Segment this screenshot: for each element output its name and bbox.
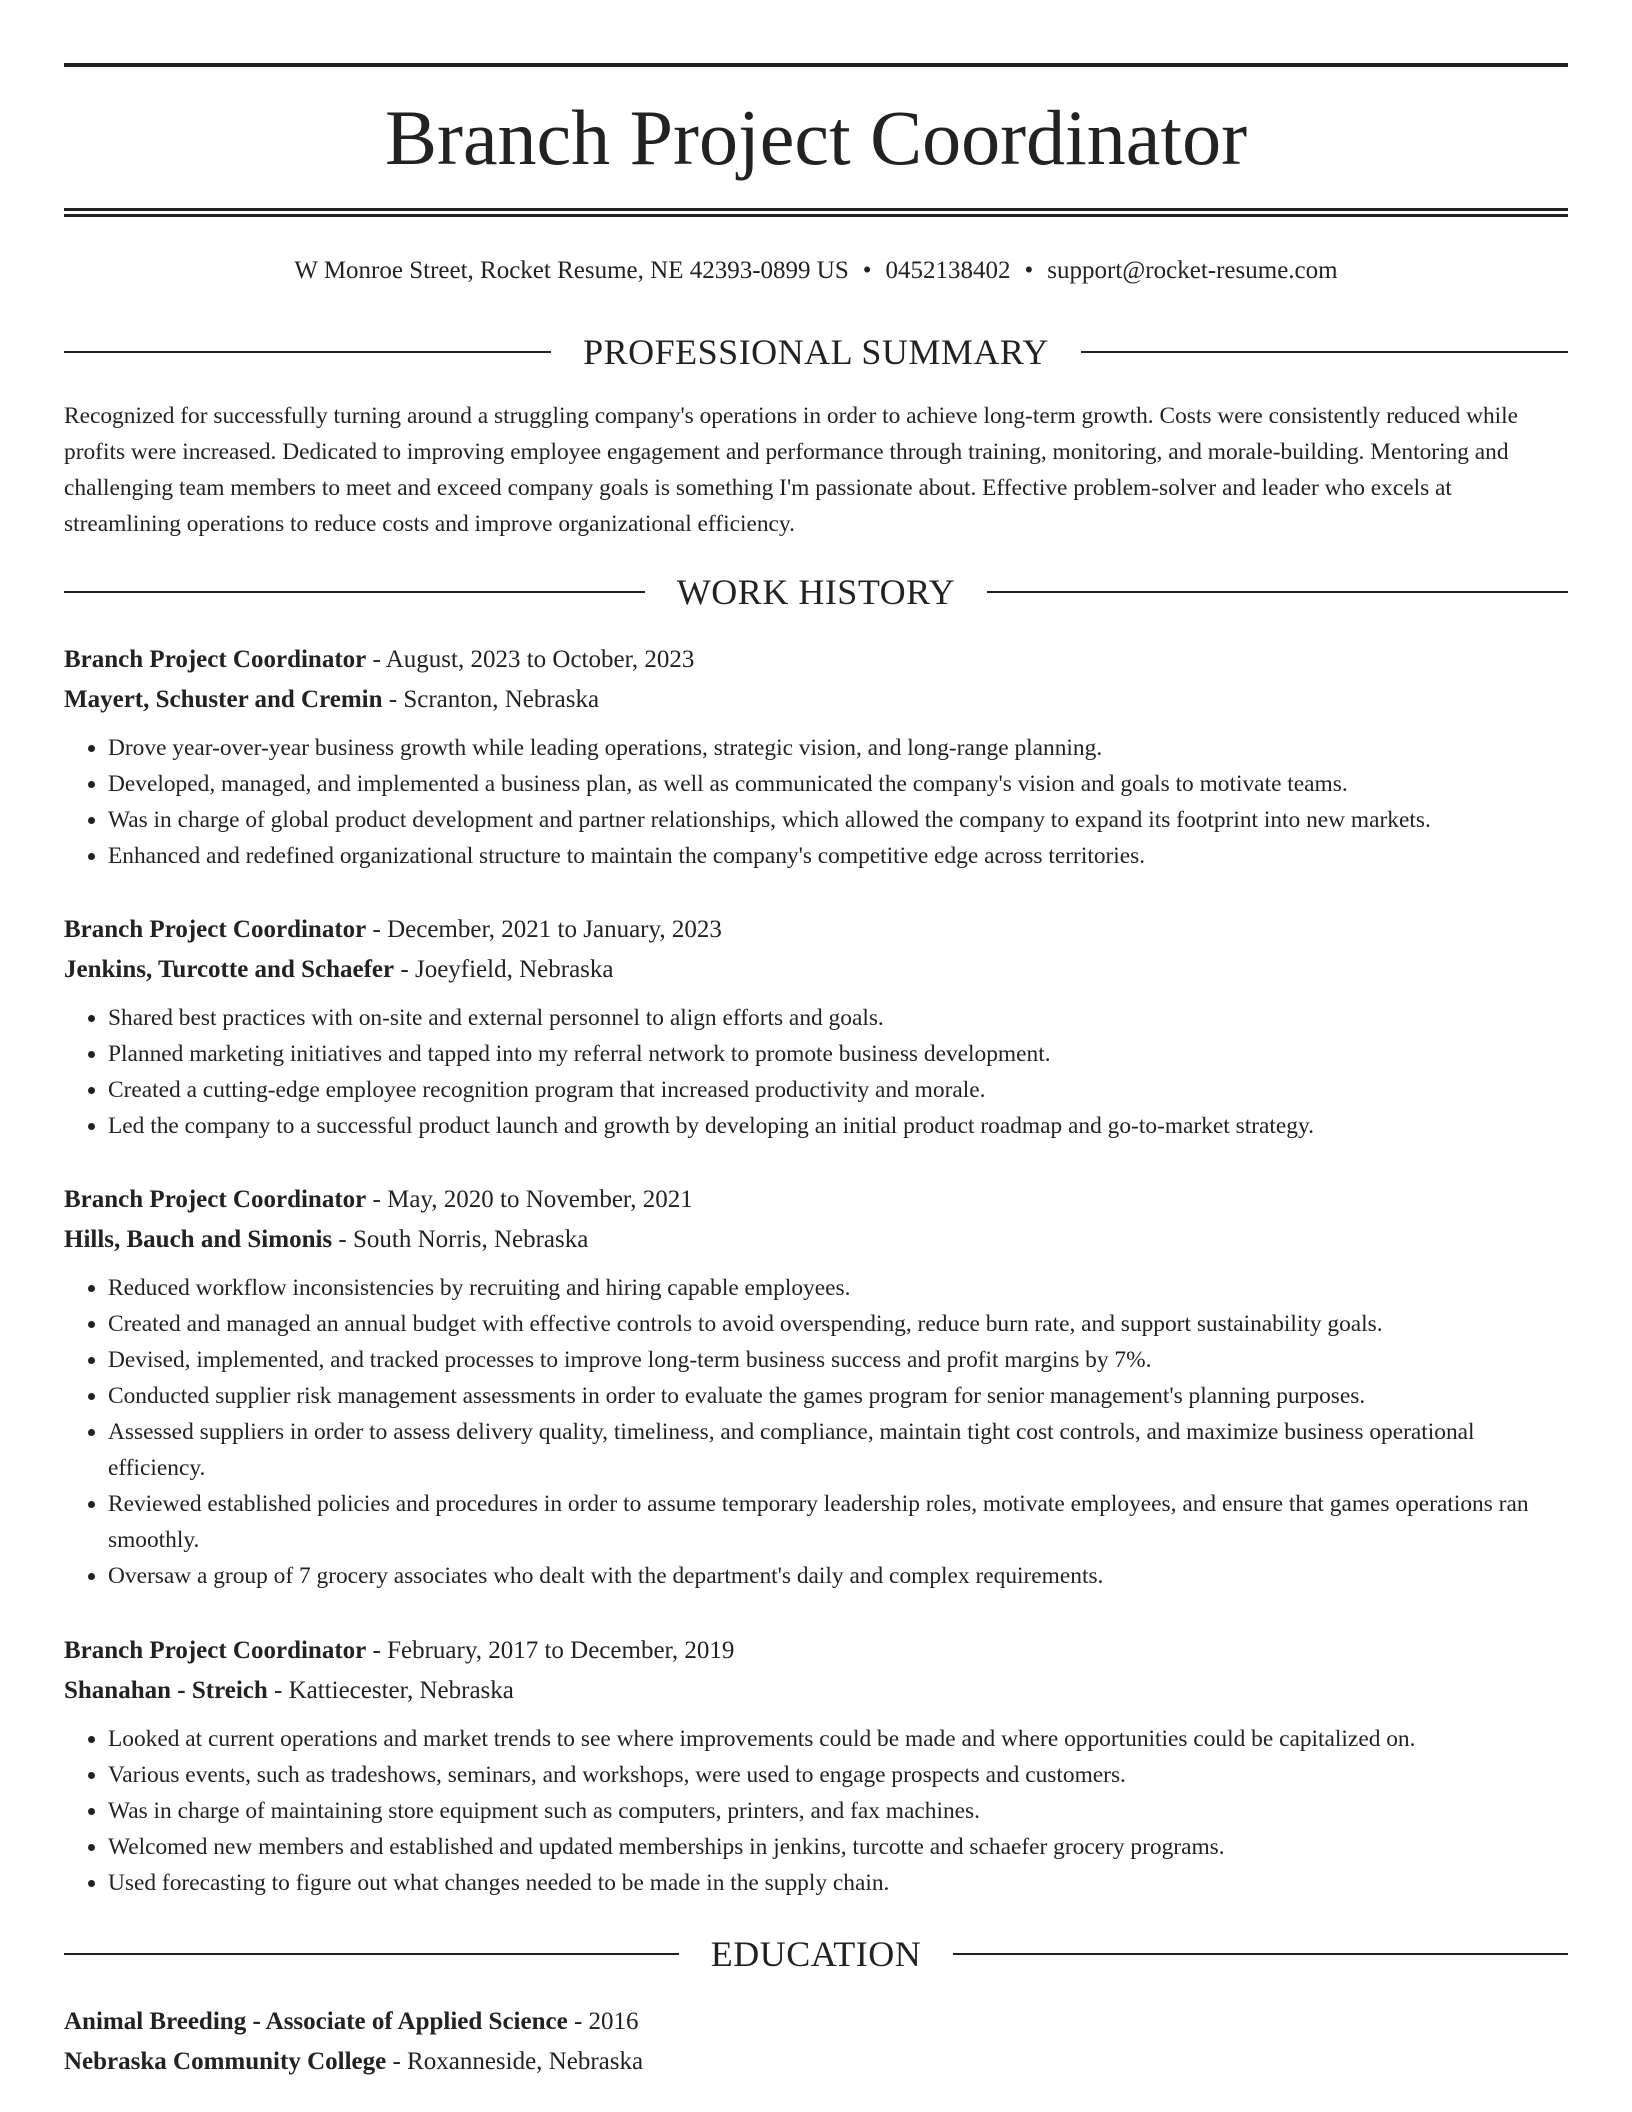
job-bullet: • Devised, implemented, and tracked processes to improve long-term business success and profit margins by 7%. <box>108 1342 1568 1378</box>
contact-separator: • <box>862 257 872 284</box>
contact-separator: • <box>1024 257 1034 284</box>
job-bullet: • Looked at current operations and market trends to see where improvements could be made and where opportunities could be capitalized on. <box>108 1721 1568 1757</box>
job-bullets <box>64 1721 1568 1901</box>
job-company: Hills, Bauch and Simonis <box>64 1226 333 1253</box>
job-title-line <box>64 640 1568 680</box>
job-location: - Scranton, Nebraska <box>382 686 600 713</box>
education-school: Nebraska Community College <box>64 2048 387 2075</box>
job-title-line <box>64 1180 1568 1220</box>
job-bullet: • Drove year-over-year business growth while leading operations, strategic vision, and long-range planning. <box>108 730 1568 766</box>
job-location: - Kattiecester, Nebraska <box>267 1677 514 1704</box>
section-heading-work-history <box>64 570 1568 614</box>
job-bullet: • Created a cutting-edge employee recognition program that increased productivity and morale. <box>108 1072 1568 1108</box>
contact-address: W Monroe Street, Rocket Resume, NE 42393-0899 US <box>294 257 849 284</box>
contact-phone: 0452138402 <box>885 257 1011 284</box>
education-entry <box>64 2002 1568 2082</box>
job-bullet: • Reviewed established policies and procedures in order to assume temporary leadership roles, motivate employees, and ensure that games operations ran smoothly. <box>108 1486 1568 1558</box>
education-year: - 2016 <box>567 2008 639 2035</box>
education-degree: Animal Breeding - Associate of Applied Science <box>64 2008 568 2035</box>
job-bullet: • Used forecasting to figure out what changes needed to be made in the supply chain. <box>108 1865 1568 1901</box>
job-bullet: • Oversaw a group of 7 grocery associates who dealt with the department's daily and complex requirements. <box>108 1558 1568 1594</box>
contact-email[interactable]: support@rocket-resume.com <box>1047 257 1338 284</box>
education-school-line <box>64 2042 1568 2082</box>
section-title: WORK HISTORY <box>676 572 956 612</box>
heading-rule-right <box>953 1953 1568 1955</box>
job-company-line <box>64 950 1568 990</box>
job-bullet: • Conducted supplier risk management assessments in order to evaluate the games program for senior management's planning purposes. <box>108 1378 1568 1414</box>
heading-rule-right <box>1081 351 1568 353</box>
resume-title: Branch Project Coordinator <box>384 94 1248 181</box>
job-company: Shanahan - Streich <box>64 1677 268 1704</box>
job-bullet: • Assessed suppliers in order to assess delivery quality, timeliness, and compliance, maintain tight cost controls, and maximize business operational efficiency. <box>108 1414 1568 1486</box>
job-bullet: • Led the company to a successful product launch and growth by developing an initial product roadmap and go-to-market strategy. <box>108 1108 1568 1144</box>
job-bullet: • Developed, managed, and implemented a business plan, as well as communicated the company's vision and goals to motivate teams. <box>108 766 1568 802</box>
job-bullet: • Various events, such as tradeshows, seminars, and workshops, were used to engage prospects and customers. <box>108 1757 1568 1793</box>
job-title-line <box>64 910 1568 950</box>
job-bullets <box>64 730 1568 874</box>
job-bullet: • Reduced workflow inconsistencies by recruiting and hiring capable employees. <box>108 1270 1568 1306</box>
job-entry <box>64 1180 1568 1594</box>
job-dates: - February, 2017 to December, 2019 <box>366 1637 735 1664</box>
job-entry <box>64 910 1568 1144</box>
heading-rule-left <box>64 591 645 593</box>
job-dates: - August, 2023 to October, 2023 <box>366 646 695 673</box>
job-location: - Joeyfield, Nebraska <box>394 956 614 983</box>
job-bullet: • Was in charge of maintaining store equipment such as computers, printers, and fax machines. <box>108 1793 1568 1829</box>
job-title: Branch Project Coordinator <box>64 646 367 673</box>
job-company-line <box>64 1220 1568 1260</box>
job-entry <box>64 640 1568 874</box>
top-rule <box>64 63 1568 67</box>
job-bullet: • Was in charge of global product development and partner relationships, which allowed the company to expand its footprint into new markets. <box>108 802 1568 838</box>
job-company-line <box>64 1671 1568 1711</box>
title-double-rule <box>64 208 1568 217</box>
job-bullet: • Shared best practices with on-site and external personnel to align efforts and goals. <box>108 1000 1568 1036</box>
section-title: EDUCATION <box>710 1934 922 1974</box>
job-title: Branch Project Coordinator <box>64 1186 367 1213</box>
job-dates: - December, 2021 to January, 2023 <box>366 916 722 943</box>
job-company: Mayert, Schuster and Cremin <box>64 686 383 713</box>
job-location: - South Norris, Nebraska <box>332 1226 589 1253</box>
job-bullet: • Enhanced and redefined organizational structure to maintain the company's competitive edge across territories. <box>108 838 1568 874</box>
job-bullet: • Planned marketing initiatives and tapped into my referral network to promote business development. <box>108 1036 1568 1072</box>
section-heading-education <box>64 1932 1568 1976</box>
heading-rule-right <box>987 591 1568 593</box>
summary-text: Recognized for successfully turning around a struggling company's operations in order to achieve long-term growth. Costs were consistently reduced while profits were increased. Dedicated to improving employee engagement and performance through training, monitoring, and morale-building. Mentoring and challenging team members to meet and exceed company goals is something I'm passionate about. Effective problem-solver and leader who excels at streamlining operations to reduce costs and improve organizational efficiency. <box>64 403 1519 537</box>
job-title: Branch Project Coordinator <box>64 916 367 943</box>
contact-line <box>64 254 1568 288</box>
job-entry <box>64 1631 1568 1901</box>
job-title: Branch Project Coordinator <box>64 1637 367 1664</box>
section-heading-summary <box>64 330 1568 374</box>
job-bullet: • Created and managed an annual budget with effective controls to avoid overspending, reduce burn rate, and support sustainability goals. <box>108 1306 1568 1342</box>
education-degree-line <box>64 2002 1568 2042</box>
job-dates: - May, 2020 to November, 2021 <box>366 1186 693 1213</box>
job-bullet: • Welcomed new members and established and updated memberships in jenkins, turcotte and schaefer grocery programs. <box>108 1829 1568 1865</box>
job-bullets <box>64 1000 1568 1144</box>
education-location: - Roxanneside, Nebraska <box>386 2048 644 2075</box>
job-bullets <box>64 1270 1568 1594</box>
job-company-line <box>64 680 1568 720</box>
section-title: PROFESSIONAL SUMMARY <box>583 332 1049 372</box>
job-company: Jenkins, Turcotte and Schaefer <box>64 956 395 983</box>
heading-rule-left <box>64 351 551 353</box>
job-title-line <box>64 1631 1568 1671</box>
heading-rule-left <box>64 1953 679 1955</box>
